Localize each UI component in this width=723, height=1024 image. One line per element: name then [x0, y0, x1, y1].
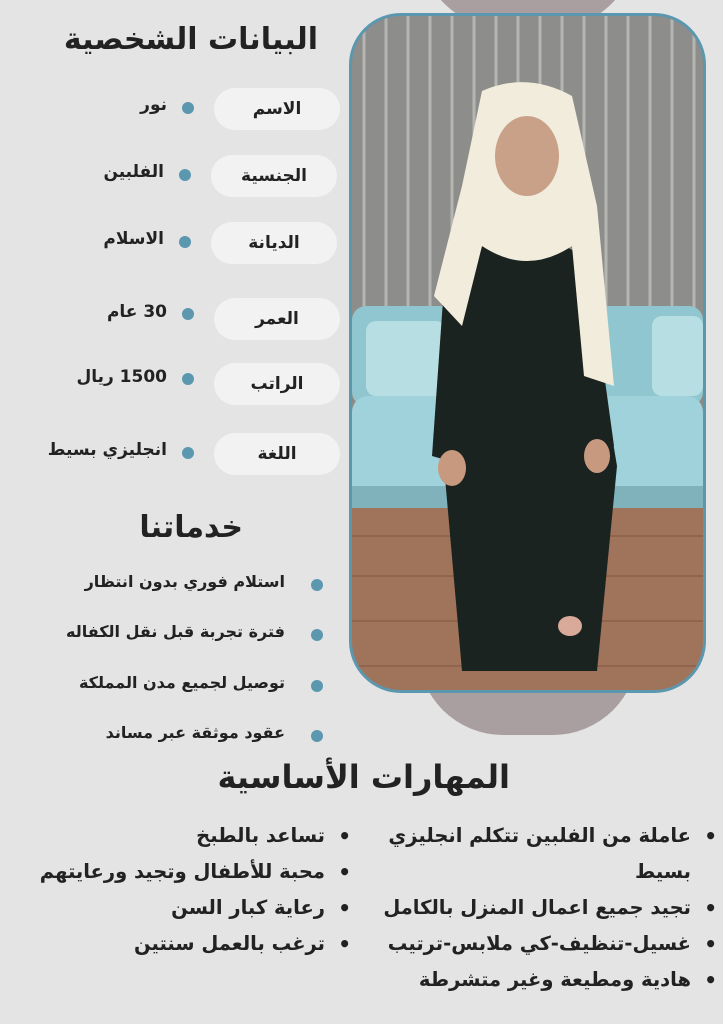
service-text: توصيل لجميع مدن المملكة	[78, 673, 285, 692]
service-text: عقود موثقة عبر مساند	[105, 723, 285, 742]
info-row-nationality	[7, 155, 337, 197]
info-row-name	[10, 88, 340, 130]
skill-item: • ترغب بالعمل سنتين	[1, 926, 351, 962]
bullet-dot	[311, 680, 323, 692]
skill-item: • هادية ومطيعة وغير متشرطة	[367, 962, 717, 998]
info-label-pill: الاسم	[214, 88, 340, 130]
info-value: انجليزي بسيط	[47, 440, 167, 460]
bullet-dot	[182, 373, 194, 385]
service-item	[23, 620, 323, 650]
skill-item: • محبة للأطفال وتجيد ورعايتهم	[1, 854, 351, 890]
info-row-religion	[7, 222, 337, 264]
worker-photo	[349, 13, 706, 693]
info-value: الفلبين	[103, 162, 164, 182]
skill-item: • عاملة من الفلبين تتكلم انجليزي بسيط	[367, 818, 717, 890]
info-value: نور	[140, 95, 167, 115]
skills-list-right	[367, 818, 717, 998]
skill-item: • تجيد جميع اعمال المنزل بالكامل	[367, 890, 717, 926]
bullet-dot	[182, 102, 194, 114]
bullet-dot	[311, 579, 323, 591]
skill-item: • تساعد بالطبخ	[1, 818, 351, 854]
bullet-dot	[182, 447, 194, 459]
bullet-dot	[179, 236, 191, 248]
bullet-dot	[182, 308, 194, 320]
info-label-pill: العمر	[214, 298, 340, 340]
bullet-dot	[179, 169, 191, 181]
service-text: استلام فوري بدون انتظار	[84, 572, 285, 591]
service-text: فترة تجربة قبل نقل الكفاله	[65, 622, 285, 641]
bullet-dot	[311, 730, 323, 742]
skills-list-left	[1, 818, 351, 962]
skills-title: المهارات الأساسية	[217, 758, 510, 796]
info-value: 30 عام	[106, 302, 167, 322]
info-label-pill: الجنسية	[211, 155, 337, 197]
info-label-pill: الديانة	[211, 222, 337, 264]
services-title: خدماتنا	[139, 510, 243, 545]
info-label-pill: اللغة	[214, 433, 340, 475]
skill-item: • غسيل-تنظيف-كي ملابس-ترتيب	[367, 926, 717, 962]
personal-info-title: البيانات الشخصية	[63, 22, 318, 57]
bullet-dot	[311, 629, 323, 641]
service-item	[23, 570, 323, 600]
service-item	[23, 671, 323, 701]
info-row-language	[10, 433, 340, 475]
info-value: 1500 ريال	[76, 367, 167, 387]
info-row-salary	[10, 363, 340, 405]
skill-item: • رعاية كبار السن	[1, 890, 351, 926]
info-row-age	[10, 298, 340, 340]
info-label-pill: الراتب	[214, 363, 340, 405]
info-value: الاسلام	[103, 229, 164, 249]
service-item	[23, 721, 323, 751]
